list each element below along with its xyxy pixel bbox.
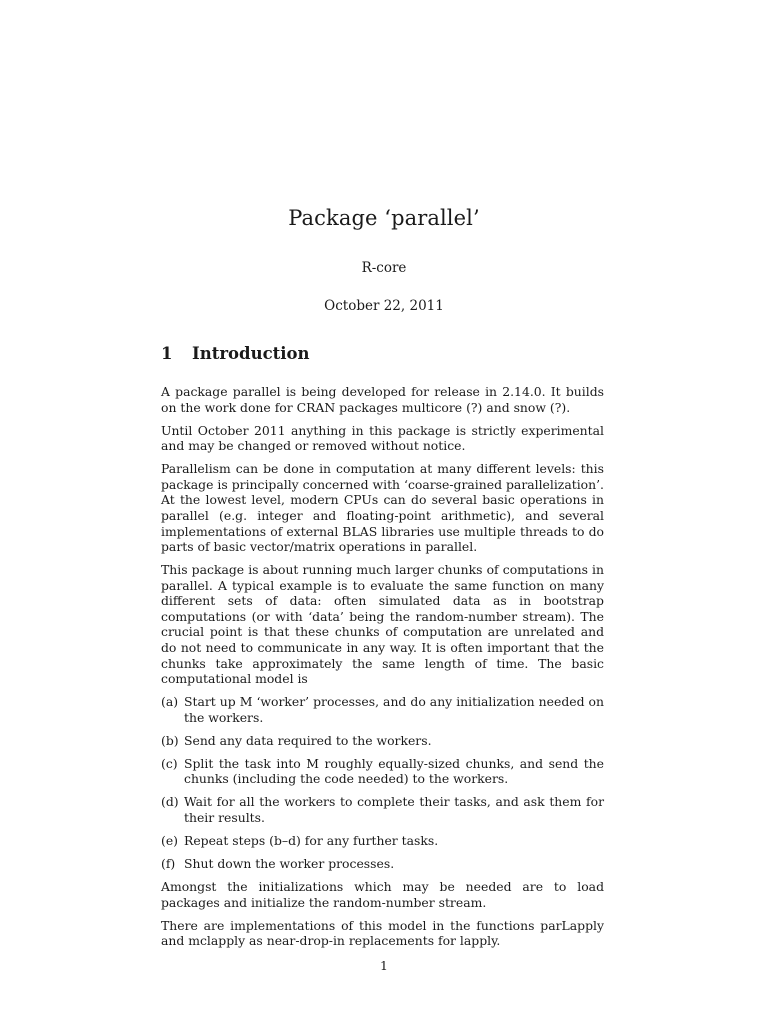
list-item xyxy=(161,733,604,749)
list-item-label: (b) xyxy=(161,732,179,748)
list-item-label: (c) xyxy=(161,755,178,771)
list-item-text: Start up M ‘worker’ processes, and do any initialization needed on the workers. xyxy=(184,694,604,725)
list-item xyxy=(161,856,604,872)
paragraph: This package is about running much larger chunks of computations in parallel. A typical example is to evaluate the same function on many different sets of data: often simulated data as in bootstrap computations (or with ‘data’ being the random-number stream). The crucial point is that these chunks of computation are unrelated and do not need to communicate in any way. It is often important that the chunks take approximately the same length of time. The basic computational model is xyxy=(161,562,604,687)
list-item-text: Split the task into M roughly equally-sized chunks, and send the chunks (including the code needed) to the workers. xyxy=(184,755,604,787)
list-item-label: (e) xyxy=(161,832,179,848)
paragraph: Until October 2011 anything in this package is strictly experimental and may be changed or removed without notice. xyxy=(161,422,604,454)
list-item-label: (d) xyxy=(161,794,179,810)
paragraph: Amongst the initializations which may be needed are to load packages and initialize the random-number stream. xyxy=(161,878,604,910)
document-title: Package ‘parallel’ xyxy=(288,206,480,230)
paragraph: Parallelism can be done in computation at many different levels: this package is principally concerned with ‘coarse-grained parallelization’. At the lowest level, modern CPUs can do several basic operations in parallel (e.g. integer and floating-point arithmetic), and several implementations of external BLAS libraries use multiple threads to do parts of basic vector/matrix operations in parallel. xyxy=(161,461,604,555)
list-item xyxy=(161,794,604,825)
list-item-text: Send any data required to the workers. xyxy=(184,732,432,748)
list-item-text: Wait for all the workers to complete their tasks, and ask them for their results. xyxy=(184,794,604,825)
section-body xyxy=(161,384,604,956)
step-list xyxy=(161,694,604,871)
document-author: R-core xyxy=(361,260,407,276)
section-title: Introduction xyxy=(192,344,310,363)
document-date: October 22, 2011 xyxy=(324,298,444,314)
page-number: 1 xyxy=(380,958,388,973)
paragraph: There are implementations of this model in the functions parLapply and mclapply as near-drop-in replacements for lapply. xyxy=(161,917,604,949)
list-item-text: Shut down the worker processes. xyxy=(184,855,395,871)
list-item xyxy=(161,694,604,725)
section-heading xyxy=(161,344,310,363)
list-item-label: (a) xyxy=(161,694,179,710)
paragraph: A package parallel is being developed for release in 2.14.0. It builds on the work done for CRAN packages multicore (?) and snow (?). xyxy=(161,384,604,415)
list-item-text: Repeat steps (b–d) for any further tasks. xyxy=(184,832,439,848)
section-number: 1 xyxy=(161,344,173,363)
list-item xyxy=(161,833,604,849)
list-item-label: (f) xyxy=(161,855,176,871)
list-item xyxy=(161,756,604,787)
